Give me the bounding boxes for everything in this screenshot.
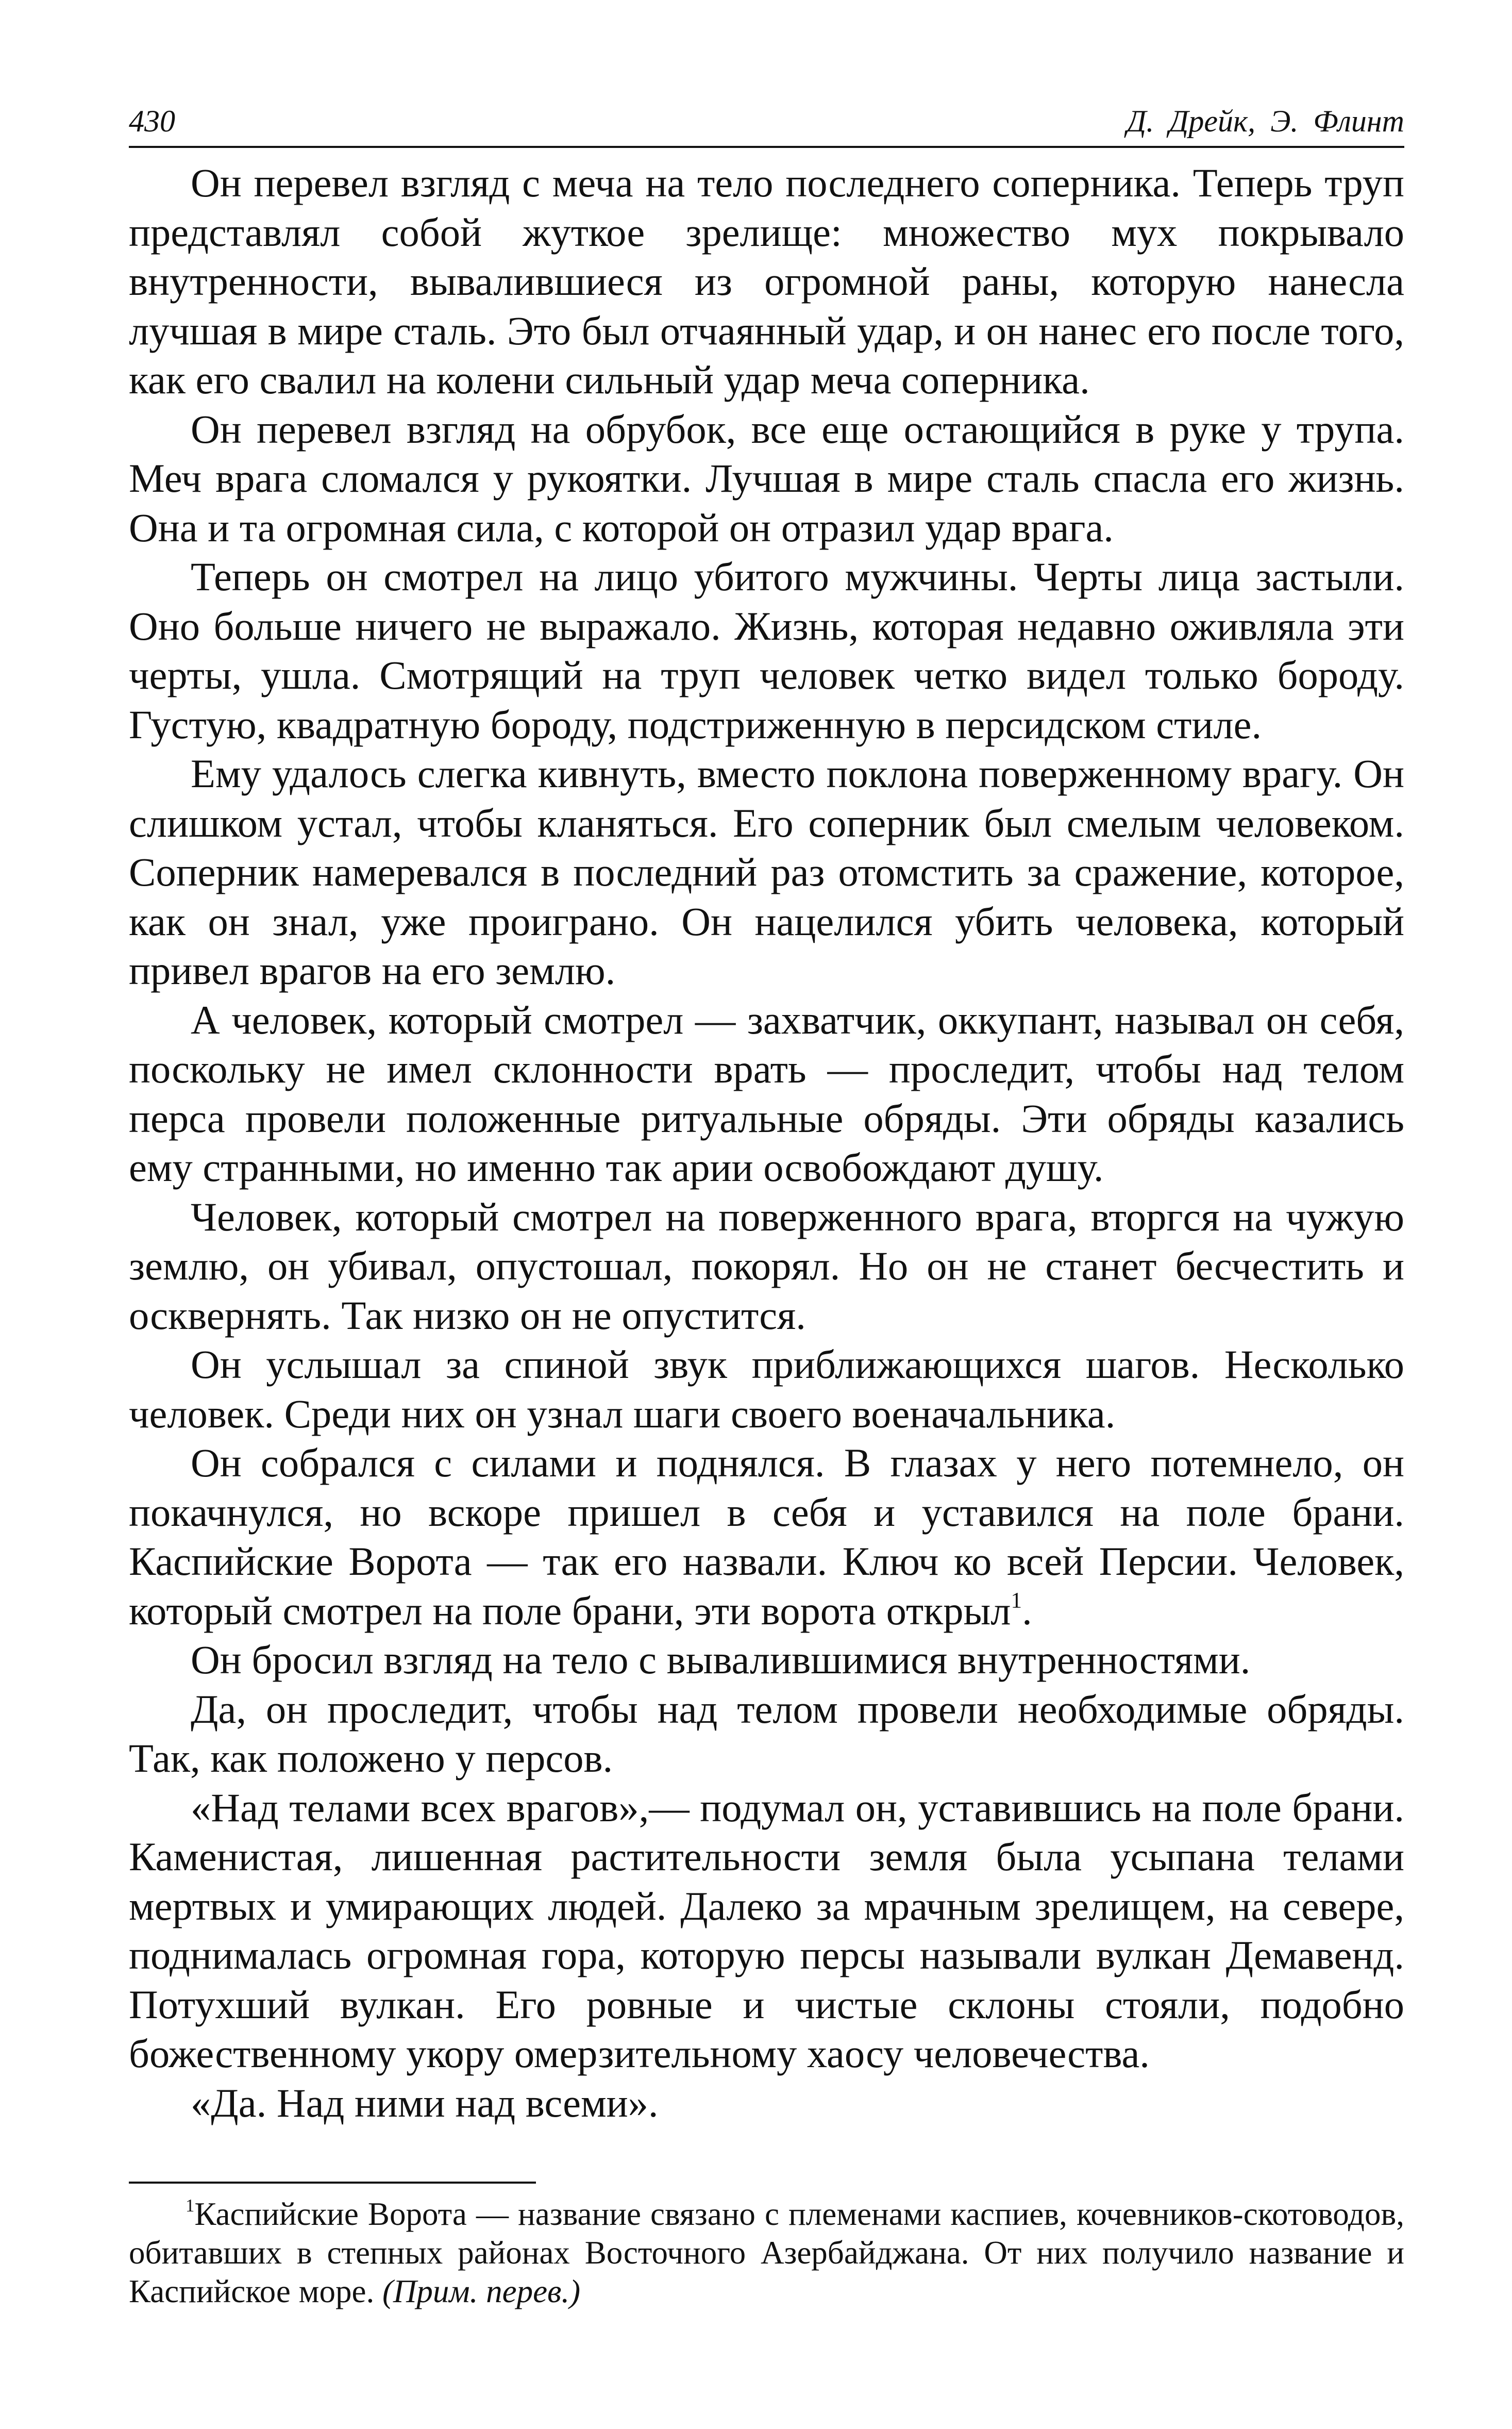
- footnote-divider: [129, 2182, 536, 2184]
- footnote-marker: 1: [186, 2196, 195, 2216]
- paragraph-text: Он собрался с силами и поднялся. В глазах у него потемнело, он покачнулся, но вскоре пришел в себя и уставился на поле брани. Каспийские Ворота — так его назвали. Ключ ко всей Персии. Человек, который смотрел на поле брани, эти ворота открыл: [129, 1440, 1404, 1633]
- paragraph: Да, он проследит, чтобы над телом провели необходимые обряды. Так, как положено у персов.: [129, 1686, 1404, 1781]
- paragraph: А человек, который смотрел — захватчик, оккупант, называл он себя, поскольку не имел склонности врать — проследит, чтобы над телом перса провели положенные ритуальные обряды. Эти обряды казались ему странными, но именно так арии освобождают душу.: [129, 997, 1404, 1190]
- main-text: [129, 158, 1404, 2127]
- paragraph: «Над телами всех врагов»,— подумал он, уставившись на поле брани. Каменистая, лишенная растительности земля была усыпана телами мертвых и умирающих людей. Далеко за мрачным зрелищем, на севере, поднималась огромная гора, которую персы называли вулкан Демавенд. Потухший вулкан. Его ровные и чистые склоны стояли, подобно божественному укору омерзительному хаосу человечества.: [129, 1785, 1404, 2076]
- footnote-reference: 1: [1011, 1588, 1022, 1613]
- paragraph-with-footnote-ref: [129, 1438, 1404, 1635]
- paragraph: Он бросил взгляд на тело с вывалившимися внутренностями.: [191, 1637, 1251, 1682]
- paragraph: Он услышал за спиной звук приближающихся шагов. Несколько человек. Среди них он узнал шаги своего военачальника.: [129, 1342, 1404, 1436]
- running-header-authors: Д. Дрейк, Э. Флинт: [1127, 104, 1404, 138]
- footnote-text: Каспийские Ворота — название связано с племенами каспиев, кочевников-скотоводов, обитавших в степных районах Восточного Азербайджана. От них получило название и Каспийское море.: [129, 2196, 1404, 2309]
- translator-note: (Прим. перев.): [382, 2273, 581, 2309]
- sentence-end: .: [1022, 1588, 1032, 1633]
- paragraph: Человек, который смотрел на поверженного врага, вторгся на чужую землю, он убивал, опустошал, покорял. Но он не станет бесчестить и осквернять. Так низко он не опустится.: [129, 1194, 1404, 1338]
- paragraph: Он перевел взгляд на обрубок, все еще остающийся в руке у трупа. Меч врага сломался у рукоятки. Лучшая в мире сталь спасла его жизнь. Она и та огромная сила, с которой он отразил удар врага.: [129, 406, 1404, 550]
- paragraph: Теперь он смотрел на лицо убитого мужчины. Черты лица застыли. Оно больше ничего не выражало. Жизнь, которая недавно оживляла эти черты, ушла. Смотрящий на труп человек четко видел только бороду. Густую, квадратную бороду, подстриженную в персидском стиле.: [129, 554, 1404, 747]
- running-header: [129, 106, 1404, 148]
- footnote: [129, 2195, 1404, 2311]
- paragraph: «Да. Над ними над всеми».: [191, 2080, 659, 2125]
- paragraph: Он перевел взгляд с меча на тело последнего соперника. Теперь труп представлял собой жуткое зрелище: множество мух покрывало внутренности, вывалившиеся из огромной раны, которую нанесла лучшая в мире сталь. Это был отчаянный удар, и он нанес его после того, как его свалил на колени сильный удар меча соперника.: [129, 160, 1404, 402]
- book-page: [129, 106, 1404, 2311]
- paragraph: Ему удалось слегка кивнуть, вместо поклона поверженному врагу. Он слишком устал, чтобы кланяться. Его соперник был смелым человеком. Соперник намеревался в последний раз отомстить за сражение, которое, как он знал, уже проиграно. Он нацелился убить человека, который привел врагов на его землю.: [129, 751, 1404, 993]
- page-number: 430: [129, 104, 175, 138]
